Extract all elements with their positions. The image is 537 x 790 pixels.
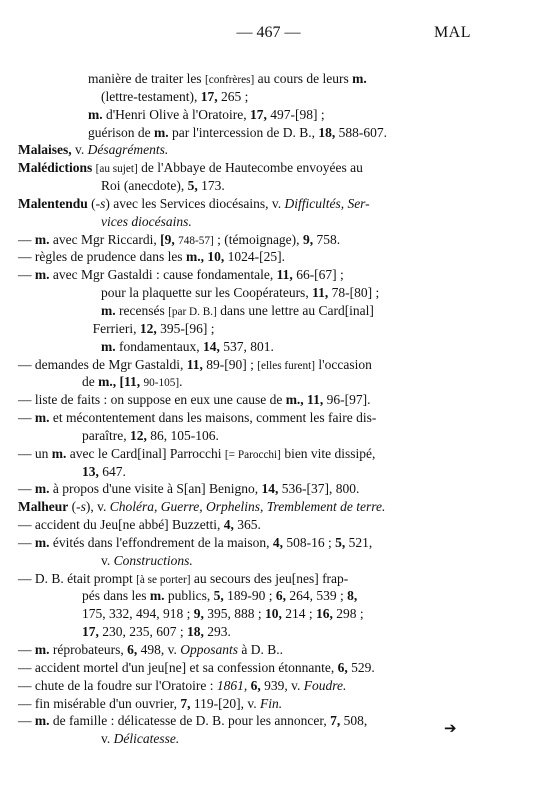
index-line: m. recensés [par D. B.] dans une lettre au Card[inal] xyxy=(101,302,374,318)
index-line: — D. B. était prompt [à se porter] au secours des jeu[nes] frap- xyxy=(18,570,349,586)
index-line: guérison de m. par l'intercession de D. B., 18, 588-607. xyxy=(88,124,388,140)
index-line: (lettre-testament), 17, 265 ; xyxy=(101,88,249,104)
index-line: — m. réprobateurs, 6, 498, v. Opposants à D. B.. xyxy=(18,642,283,657)
running-head: MAL xyxy=(433,24,471,41)
index-line: 13, 647. xyxy=(82,463,126,479)
index-line: 17, 230, 235, 607 ; 18, 293. xyxy=(82,624,231,640)
index-line: pour la plaquette sur les Coopérateurs, 11, 78-[80] ; xyxy=(101,285,380,301)
index-line: 175, 332, 494, 918 ; 9, 395, 888 ; 10, 214 ; 16, 298 ; xyxy=(82,606,364,622)
index-line: — liste de faits : on suppose en eux une cause de m., 11, 96-[97]. xyxy=(18,392,371,408)
page-number: — 467 — xyxy=(236,24,301,41)
index-line: — accident mortel d'un jeu[ne] et sa confession étonnante, 6, 529. xyxy=(18,659,375,675)
index-line: — m. évités dans l'effondrement de la maison, 4, 508-16 ; 5, 521, xyxy=(18,534,373,550)
index-line: m. d'Henri Olive à l'Oratoire, 17, 497-[98] ; xyxy=(88,106,325,122)
index-line: — demandes de Mgr Gastaldi, 11, 89-[90] ; [elles furent] l'occasion xyxy=(18,356,372,372)
index-line: — un m. avec le Card[inal] Parrocchi [= Parocchi] bien vite dissipé, xyxy=(18,445,376,461)
index-line: — m. avec Mgr Riccardi, [9, 748-57] ; (témoignage), 9, 758. xyxy=(18,231,341,247)
index-line: — règles de prudence dans les m., 10, 1024-[25]. xyxy=(18,249,285,265)
index-line: pés dans les m. publics, 5, 189-90 ; 6, 264, 539 ; 8, xyxy=(82,588,358,604)
index-line: — m. à propos d'une visite à S[an] Benigno, 14, 536-[37], 800. xyxy=(18,481,360,497)
index-line: Malaises, v. Désagréments. xyxy=(18,142,169,158)
index-line: Roi (anecdote), 5, 173. xyxy=(101,178,225,194)
index-line: Malédictions [au sujet] de l'Abbaye de Hautecombe envoyées au xyxy=(18,160,363,176)
index-line: — chute de la foudre sur l'Oratoire : 1861, 6, 939, v. Foudre. xyxy=(18,677,347,693)
index-line: — m. avec Mgr Gastaldi : cause fondamentale, 11, 66-[67] ; xyxy=(18,267,344,283)
right-arrow-icon: ➔ xyxy=(444,719,457,737)
index-line: v. Constructions. xyxy=(101,552,193,568)
index-line: v. Délicatesse. xyxy=(101,731,180,747)
index-line: — fin misérable d'un ouvrier, 7, 119-[20], v. Fin. xyxy=(18,695,283,711)
index-line: m. fondamentaux, 14, 537, 801. xyxy=(101,338,274,354)
index-line: — m. de famille : délicatesse de D. B. pour les annoncer, 7, 508, xyxy=(18,713,368,729)
index-line: Malheur (-s), v. Choléra, Guerre, Orphelins, Tremblement de terre. xyxy=(18,499,386,515)
index-body xyxy=(18,70,458,748)
index-line: manière de traiter les [confrères] au cours de leurs m. xyxy=(88,71,367,86)
index-line: Malentendu (-s) avec les Services diocésains, v. Difficultés, Ser- xyxy=(18,195,370,211)
index-line: — m. et mécontentement dans les maisons, comment les faire dis- xyxy=(18,410,377,426)
index-line: — accident du Jeu[ne abbé] Buzzetti, 4, 365. xyxy=(18,517,261,533)
index-line: Ferrieri, 12, 395-[96] ; xyxy=(69,320,215,336)
index-line: de m., [11, 90-105]. xyxy=(82,374,183,390)
index-line: vices diocésains. xyxy=(101,213,192,229)
index-line: paraître, 12, 86, 105-106. xyxy=(82,427,219,443)
